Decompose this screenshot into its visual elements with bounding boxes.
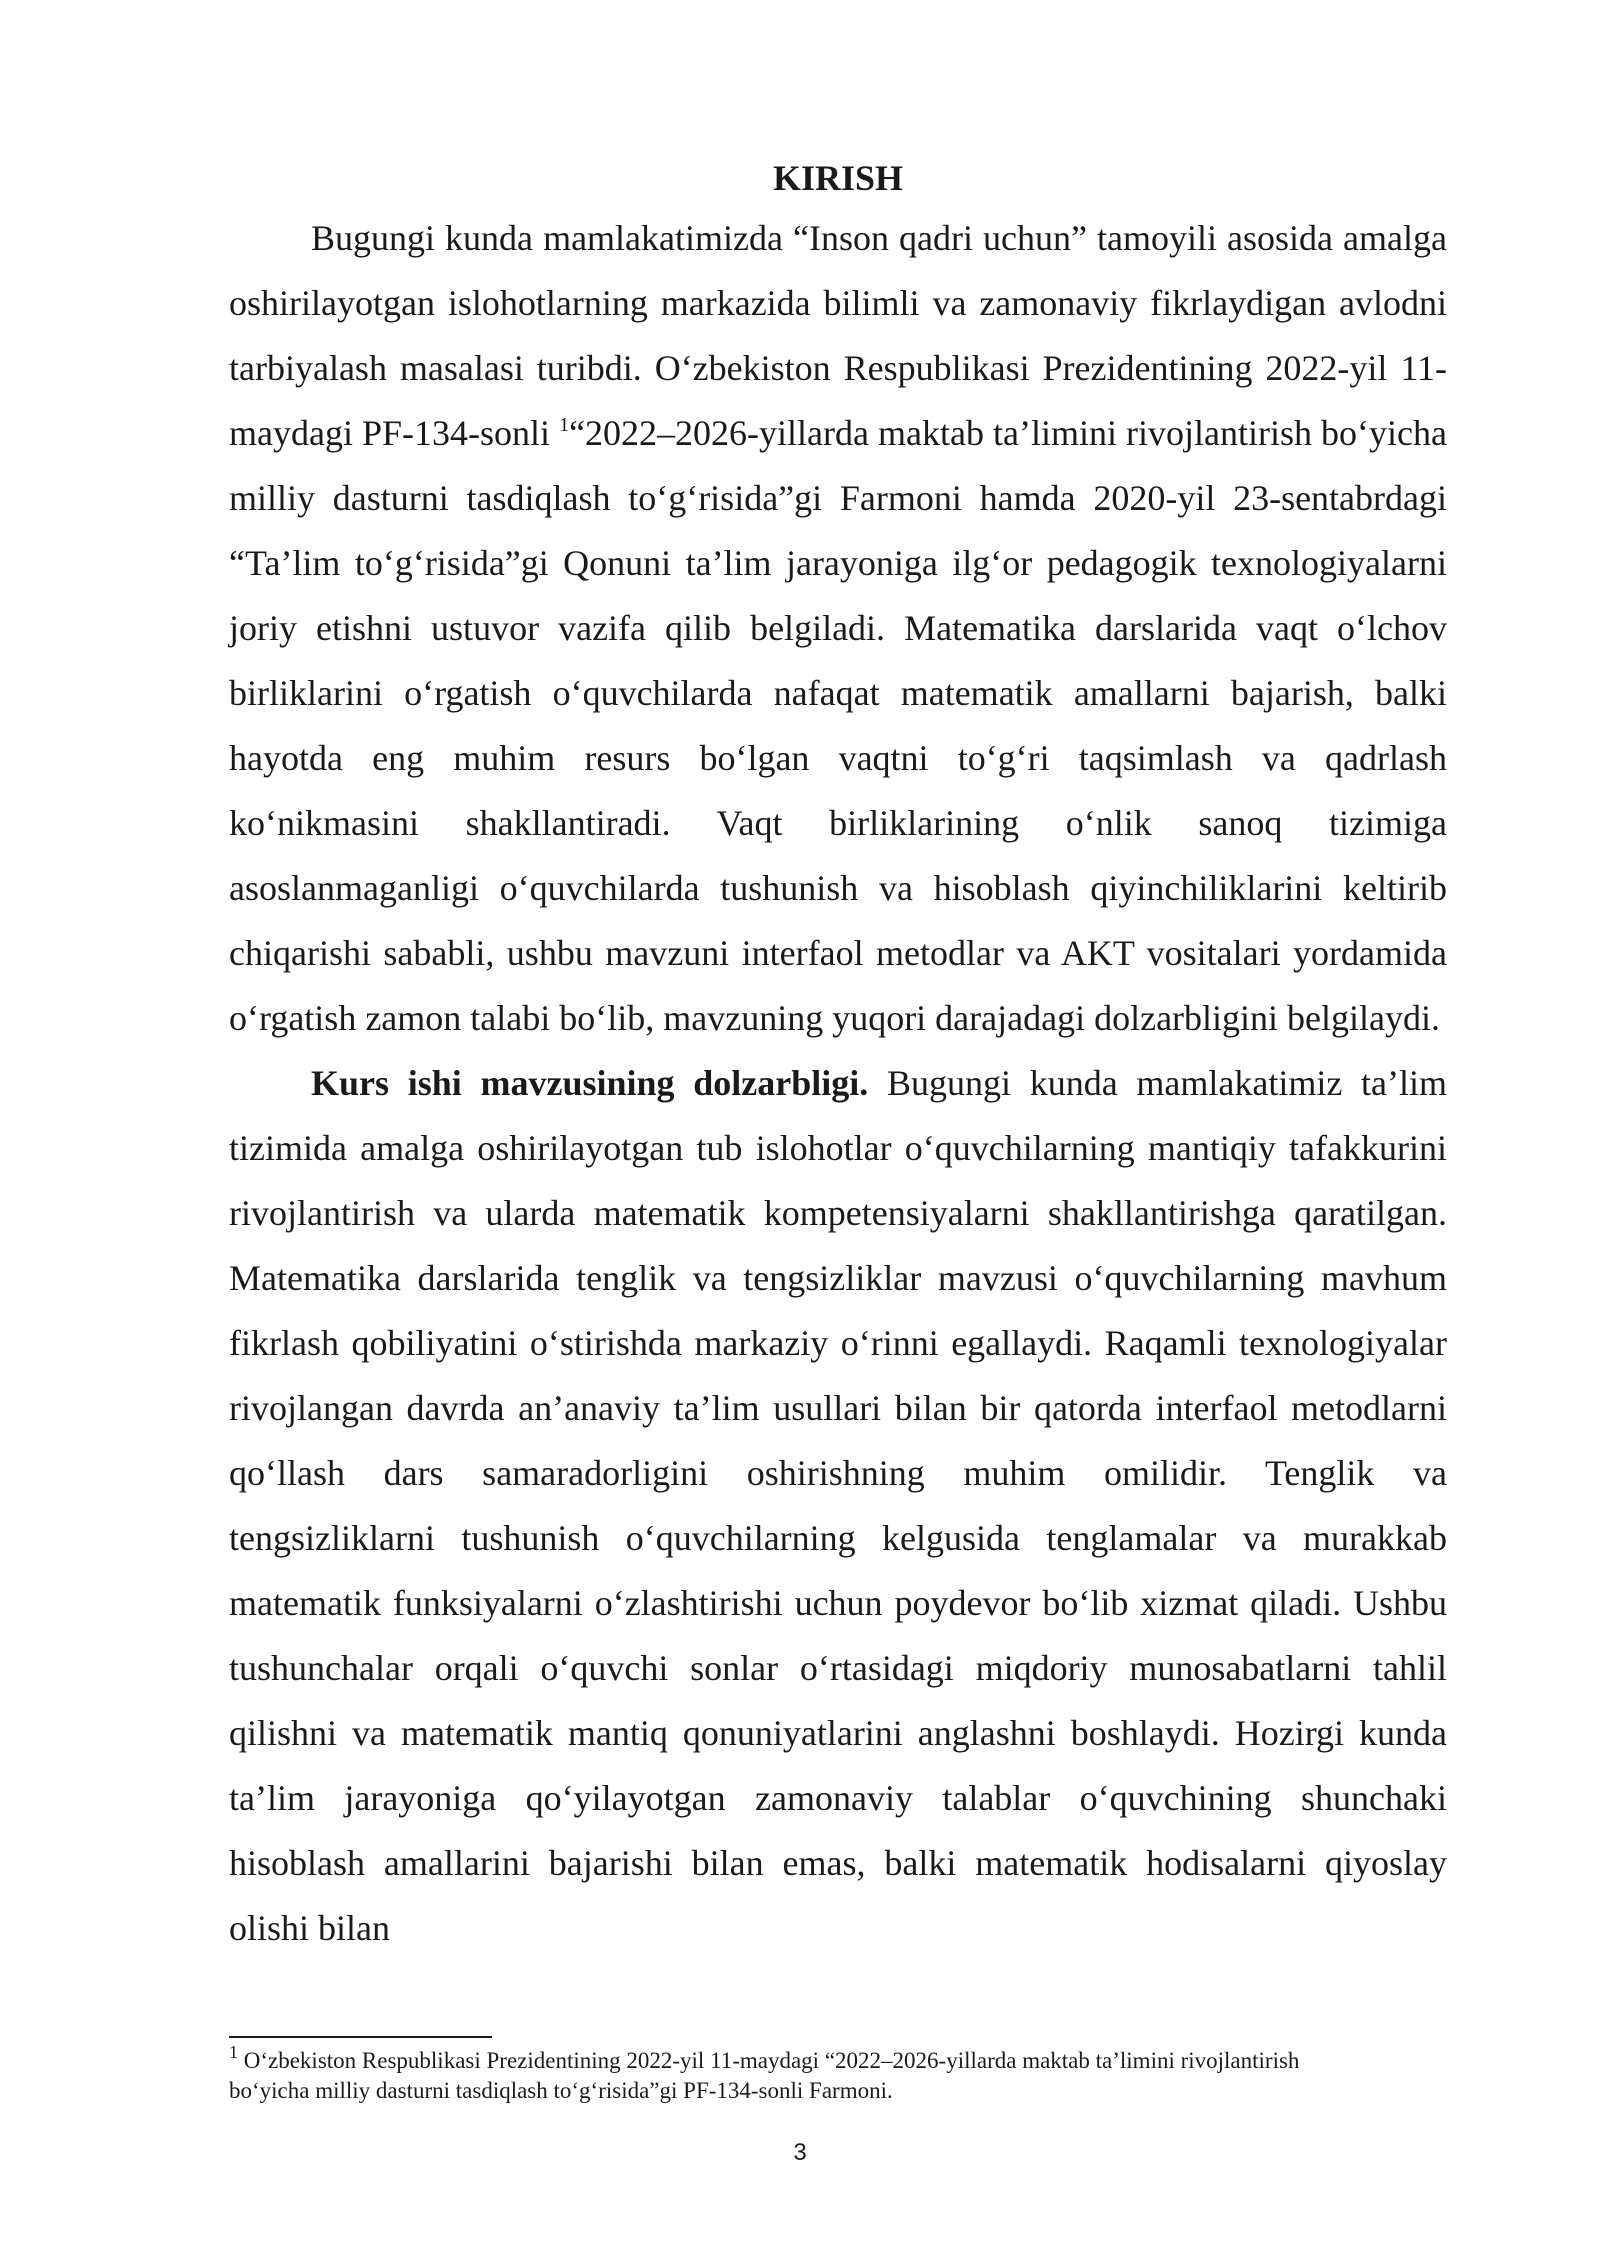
footnote-text: O‘zbekiston Respublikasi Prezidentining 2022-yil 11-maydagi “2022–2026-yillarda maktab ta’limini rivojlantirish bo‘yicha milliy dasturni tasdiqlash to‘g‘risida”gi PF-134-sonli Farmoni. (229, 2048, 1300, 2103)
footnote-reference[interactable]: 1 (559, 414, 570, 436)
paragraph-introduction (229, 206, 1447, 1051)
footnote-separator (229, 2036, 492, 2038)
body-text (229, 150, 1447, 1961)
section-heading: KIRISH (772, 158, 904, 198)
footnote-marker: 1 (229, 2042, 238, 2062)
paragraph-lead-bold: Kurs ishi mavzusining dolzarbligi. (311, 1063, 869, 1103)
footnote (229, 2042, 1379, 2106)
paragraph-text: Bugungi kunda mamlakatimizda “Inson qadri uchun” tamoyili asosida amalga oshirilayotgan islohotlarning markazida bilimli va zamonaviy fikrlaydigan avlodni tarbiyalash masalasi turibdi. O‘zbekiston Respublikasi Prezidentining 2022-yil 11-maydagi PF-134-sonli (229, 218, 1447, 453)
paragraph-text: “2022–2026-yillarda maktab ta’limini rivojlantirish bo‘yicha milliy dasturni tasdiqlash to‘g‘risida”gi Farmoni hamda 2020-yil 23-sentabrdagi “Ta’lim to‘g‘risida”gi Qonuni ta’lim jarayoniga ilg‘or pedagogik texnologiyalarni joriy etishni ustuvor vazifa qilib belgiladi. Matematika darslarida vaqt o‘lchov birliklarini o‘rgatish o‘quvchilarda nafaqat matematik amallarni bajarish, balki hayotda eng muhim resurs bo‘lgan vaqtni to‘g‘ri taqsimlash va qadrlash ko‘nikmasini shakllantiradi. Vaqt birliklarining o‘nlik sanoq tizimiga asoslanmaganligi o‘quvchilarda tushunish va hisoblash qiyinchiliklarini keltirib chiqarishi sababli, ushbu mavzuni interfaol metodlar va AKT vositalari yordamida o‘rgatish zamon talabi bo‘lib, mavzuning yuqori darajadagi dolzarbligini belgilaydi. (229, 413, 1448, 1038)
paragraph-text: Bugungi kunda mamlakatimiz ta’lim tizimida amalga oshirilayotgan tub islohotlar o‘quvchilarning mantiqiy tafakkurini rivojlantirish va ularda matematik kompetensiyalarni shakllantirishga qaratilgan. Matematika darslarida tenglik va tengsizliklar mavzusi o‘quvchilarning mavhum fikrlash qobiliyatini o‘stirishda markaziy o‘rinni egallaydi. Raqamli texnologiyalar rivojlangan davrda an’anaviy ta’lim usullari bilan bir qatorda interfaol metodlarni qo‘llash dars samaradorligini oshirishning muhim omilidir. Tenglik va tengsizliklarni tushunish o‘quvchilarning kelgusida tenglamalar va murakkab matematik funksiyalarni o‘zlashtirishi uchun poydevor bo‘lib xizmat qiladi. Ushbu tushunchalar orqali o‘quvchi sonlar o‘rtasidagi miqdoriy munosabatlarni tahlil qilishni va matematik mantiq qonuniyatlarini anglashni boshlaydi. Hozirgi kunda ta’lim jarayoniga qo‘yilayotgan zamonaviy talablar o‘quvchining shunchaki hisoblash amallarini bajarishi bilan emas, balki matematik hodisalarni qiyoslay olishi bilan (229, 1063, 1447, 1948)
paragraph-relevance (229, 1051, 1447, 1961)
page-number: 3 (793, 2139, 807, 2166)
